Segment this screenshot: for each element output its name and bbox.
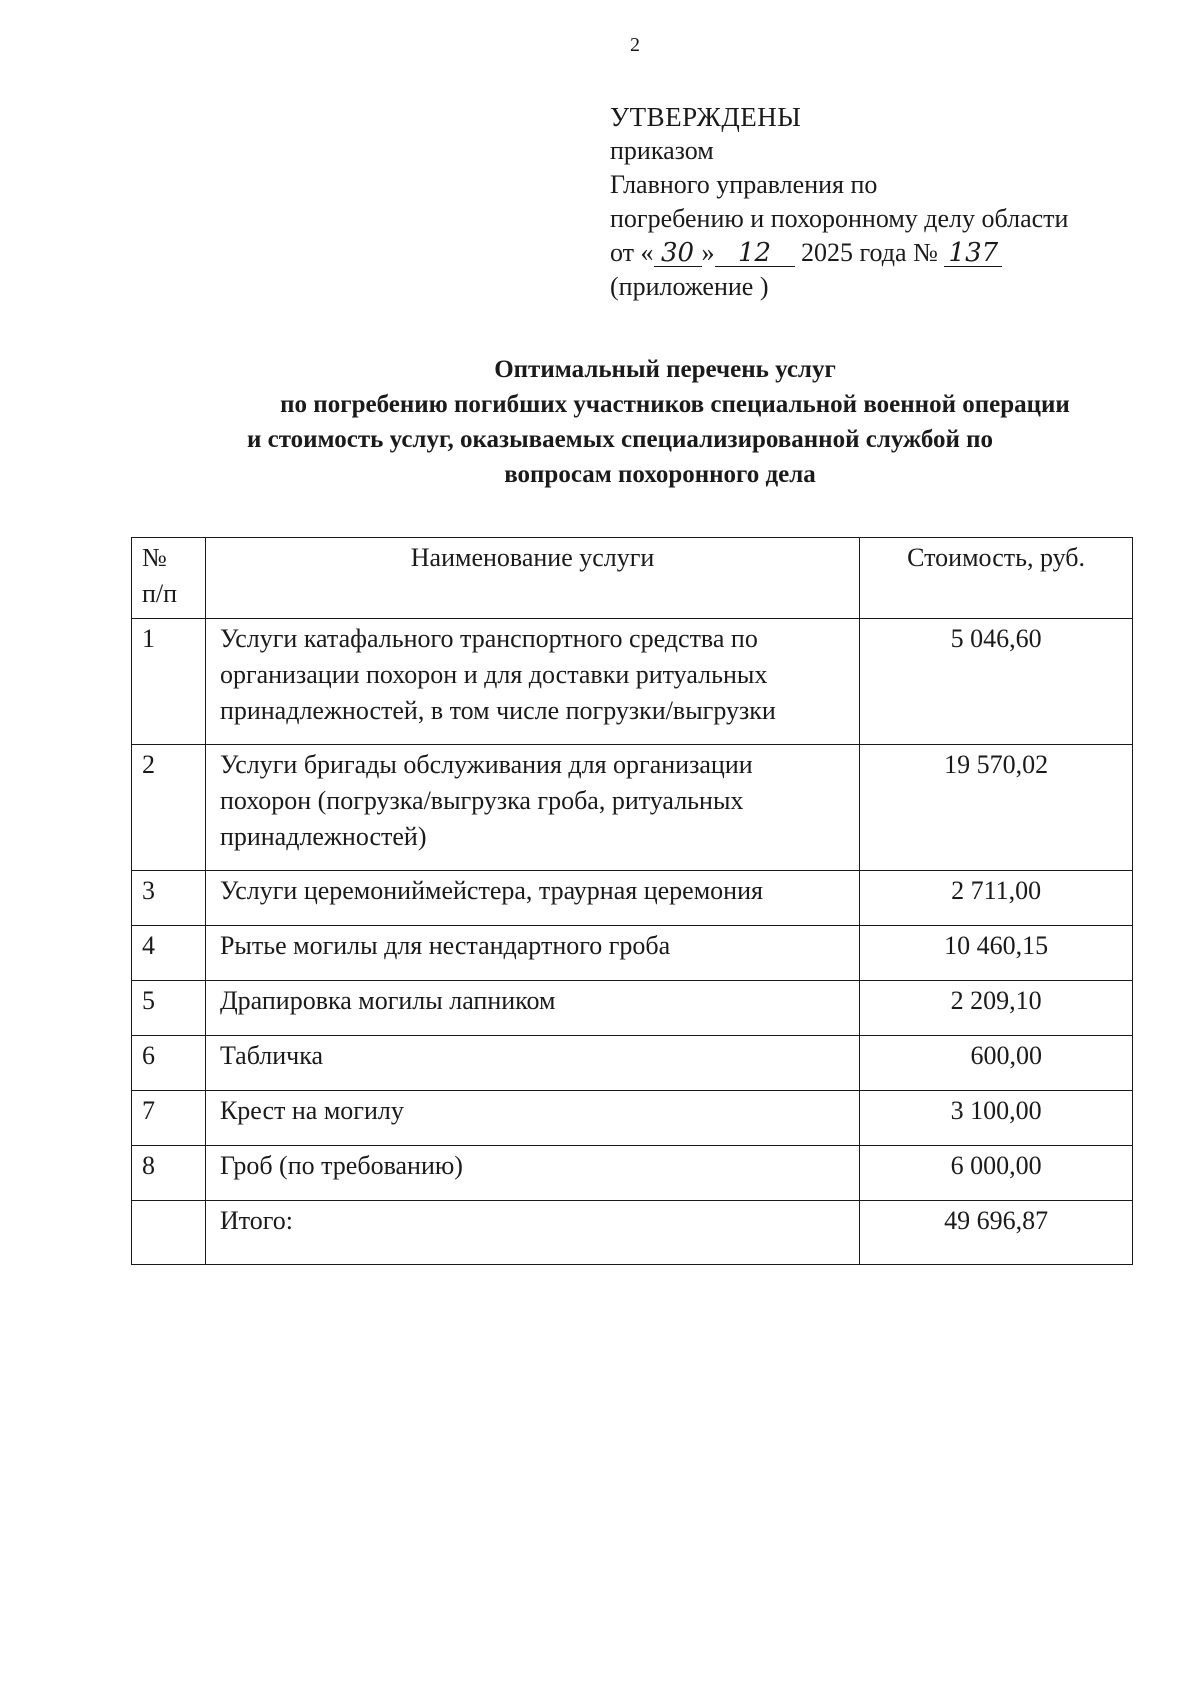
total-value: 49 696,87 — [860, 1201, 1133, 1265]
row-number: 7 — [132, 1091, 206, 1146]
title-line-1: Оптимальный перечень услуг — [494, 356, 836, 383]
page-number: 2 — [630, 34, 640, 56]
service-name: Услуги церемониймейстера, траурная церемония — [205, 871, 859, 926]
approved-label: УТВЕРЖДЕНЫ — [610, 102, 802, 132]
service-cost: 600,00 — [860, 1036, 1133, 1091]
table-row — [132, 1146, 1133, 1201]
appendix-label: (приложение ) — [610, 272, 769, 301]
service-name: Услуги катафального транспортного средства по организации похорон и для доставки ритуальных принадлежностей, в том числе погрузки/выгрузки — [205, 619, 859, 745]
header-number-abbrev: п/п — [142, 579, 178, 608]
service-name: Крест на могилу — [205, 1091, 859, 1146]
service-cost: 3 100,00 — [860, 1091, 1133, 1146]
total-number-cell — [132, 1201, 206, 1265]
total-row — [132, 1201, 1133, 1265]
services-table — [131, 537, 1133, 1265]
row-number: 3 — [132, 871, 206, 926]
date-prefix: от « — [610, 238, 654, 267]
service-cost: 5 046,60 — [860, 619, 1133, 745]
table-row — [132, 981, 1133, 1036]
row-number: 6 — [132, 1036, 206, 1091]
total-label: Итого: — [205, 1201, 859, 1265]
row-number: 4 — [132, 926, 206, 981]
service-name: Гроб (по требованию) — [205, 1146, 859, 1201]
authority-line-2: погребению и похоронному делу области — [610, 204, 1069, 233]
handwritten-month: 12 — [715, 240, 795, 267]
service-name: Драпировка могилы лапником — [205, 981, 859, 1036]
title-line-2: по погребению погибших участников специальной военной операции — [280, 391, 1070, 418]
service-name: Услуги бригады обслуживания для организации похорон (погрузка/выгрузка гроба, ритуальных принадлежностей) — [205, 745, 859, 871]
year-text: 2025 года № — [801, 238, 938, 267]
approval-block — [610, 100, 1068, 304]
table-row — [132, 871, 1133, 926]
table-row — [132, 1036, 1133, 1091]
service-cost: 2 711,00 — [860, 871, 1133, 926]
handwritten-order-number: 137 — [944, 240, 1002, 267]
title-line-3: и стоимость услуг, оказываемых специализированной службой по — [246, 426, 994, 453]
row-number: 8 — [132, 1146, 206, 1201]
authority-line-1: Главного управления по — [610, 170, 878, 199]
service-cost: 19 570,02 — [860, 745, 1133, 871]
header-service-name: Наименование услуги — [205, 538, 859, 619]
row-number: 5 — [132, 981, 206, 1036]
day-close-quote: » — [701, 238, 715, 267]
table-row — [132, 1091, 1133, 1146]
table-row — [132, 745, 1133, 871]
table-row — [132, 619, 1133, 745]
table-row — [132, 926, 1133, 981]
document-title — [0, 352, 1200, 492]
header-number-symbol: № — [142, 543, 167, 572]
header-number — [132, 538, 206, 619]
header-cost: Стоимость, руб. — [860, 538, 1133, 619]
row-number: 2 — [132, 745, 206, 871]
row-number: 1 — [132, 619, 206, 745]
service-cost: 6 000,00 — [860, 1146, 1133, 1201]
service-name: Рытье могилы для нестандартного гроба — [205, 926, 859, 981]
service-name: Табличка — [205, 1036, 859, 1091]
service-cost: 2 209,10 — [860, 981, 1133, 1036]
by-order-text: приказом — [610, 136, 714, 165]
table-header-row — [132, 538, 1133, 619]
handwritten-day: 30 — [654, 240, 702, 267]
service-cost: 10 460,15 — [860, 926, 1133, 981]
order-date-line — [610, 236, 1068, 270]
title-line-4: вопросам похоронного дела — [504, 461, 816, 488]
